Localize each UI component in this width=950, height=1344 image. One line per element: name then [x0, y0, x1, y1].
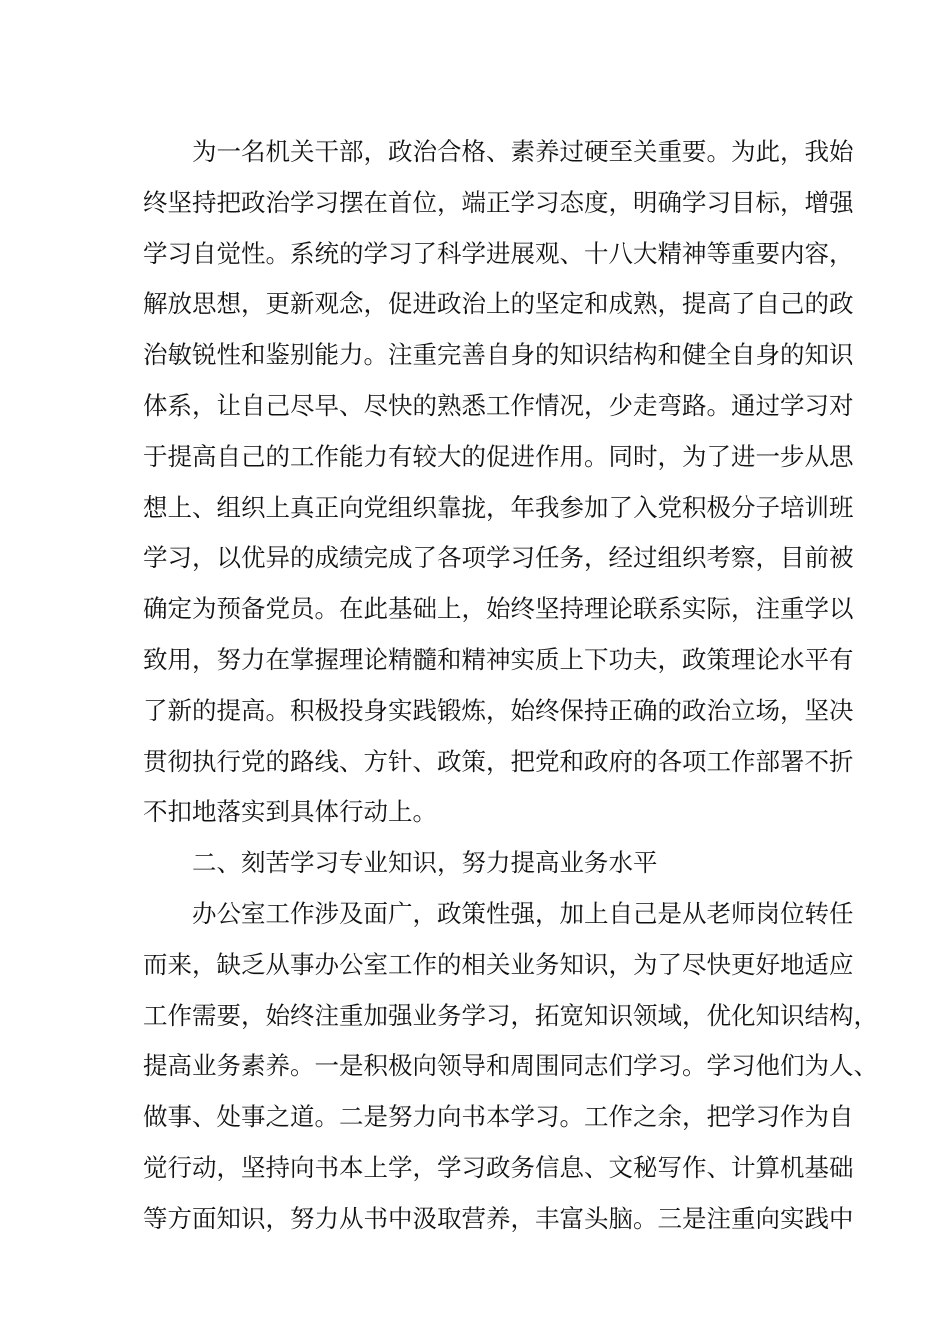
paragraph-line: 确定为预备党员。在此基础上，始终坚持理论联系实际，注重学以	[143, 594, 854, 624]
paragraph-line: 终坚持把政治学习摆在首位，端正学习态度，明确学习目标，增强	[143, 187, 854, 217]
paragraph-line: 想上、组织上真正向党组织靠拢，年我参加了入党积极分子培训班	[143, 492, 854, 522]
paragraph-line: 不扣地落实到具体行动上。	[143, 797, 437, 827]
paragraph-line: 等方面知识，努力从书中汲取营养，丰富头脑。三是注重向实践中	[143, 1203, 854, 1233]
document-body	[143, 127, 878, 1245]
paragraph-line: 贯彻执行党的路线、方针、政策，把党和政府的各项工作部署不折	[143, 746, 854, 776]
paragraph-line: 工作需要，始终注重加强业务学习，拓宽知识领域，优化知识结构，	[143, 1000, 878, 1030]
paragraph-line: 而来，缺乏从事办公室工作的相关业务知识，为了尽快更好地适应	[143, 949, 854, 979]
paragraph-line: 学习自觉性。系统的学习了科学进展观、十八大精神等重要内容，	[143, 238, 854, 268]
paragraph-line: 于提高自己的工作能力有较大的促进作用。同时，为了进一步从思	[143, 441, 854, 471]
paragraph-line: 办公室工作涉及面广，政策性强，加上自己是从老师岗位转任	[192, 898, 854, 928]
paragraph-line: 觉行动，坚持向书本上学，学习政务信息、文秘写作、计算机基础	[143, 1152, 854, 1182]
paragraph-line: 体系，让自己尽早、尽快的熟悉工作情况，少走弯路。通过学习对	[143, 390, 854, 420]
paragraph-line: 致用，努力在掌握理论精髓和精神实质上下功夫，政策理论水平有	[143, 644, 854, 674]
paragraph-line: 治敏锐性和鉴别能力。注重完善自身的知识结构和健全自身的知识	[143, 340, 854, 370]
paragraph-line: 为一名机关干部，政治合格、素养过硬至关重要。为此，我始	[192, 137, 854, 166]
paragraph-line: 解放思想，更新观念，促进政治上的坚定和成熟，提高了自己的政	[143, 289, 854, 319]
paragraph-line: 做事、处事之道。二是努力向书本学习。工作之余，把学习作为自	[143, 1102, 854, 1132]
paragraph-line: 学习，以优异的成绩完成了各项学习任务，经过组织考察，目前被	[143, 543, 854, 573]
paragraph-line: 了新的提高。积极投身实践锻炼，始终保持正确的政治立场，坚决	[143, 695, 854, 725]
paragraph-line: 提高业务素养。一是积极向领导和周围同志们学习。学习他们为人、	[143, 1051, 878, 1081]
section-heading: 二、刻苦学习专业知识，努力提高业务水平	[192, 848, 658, 878]
